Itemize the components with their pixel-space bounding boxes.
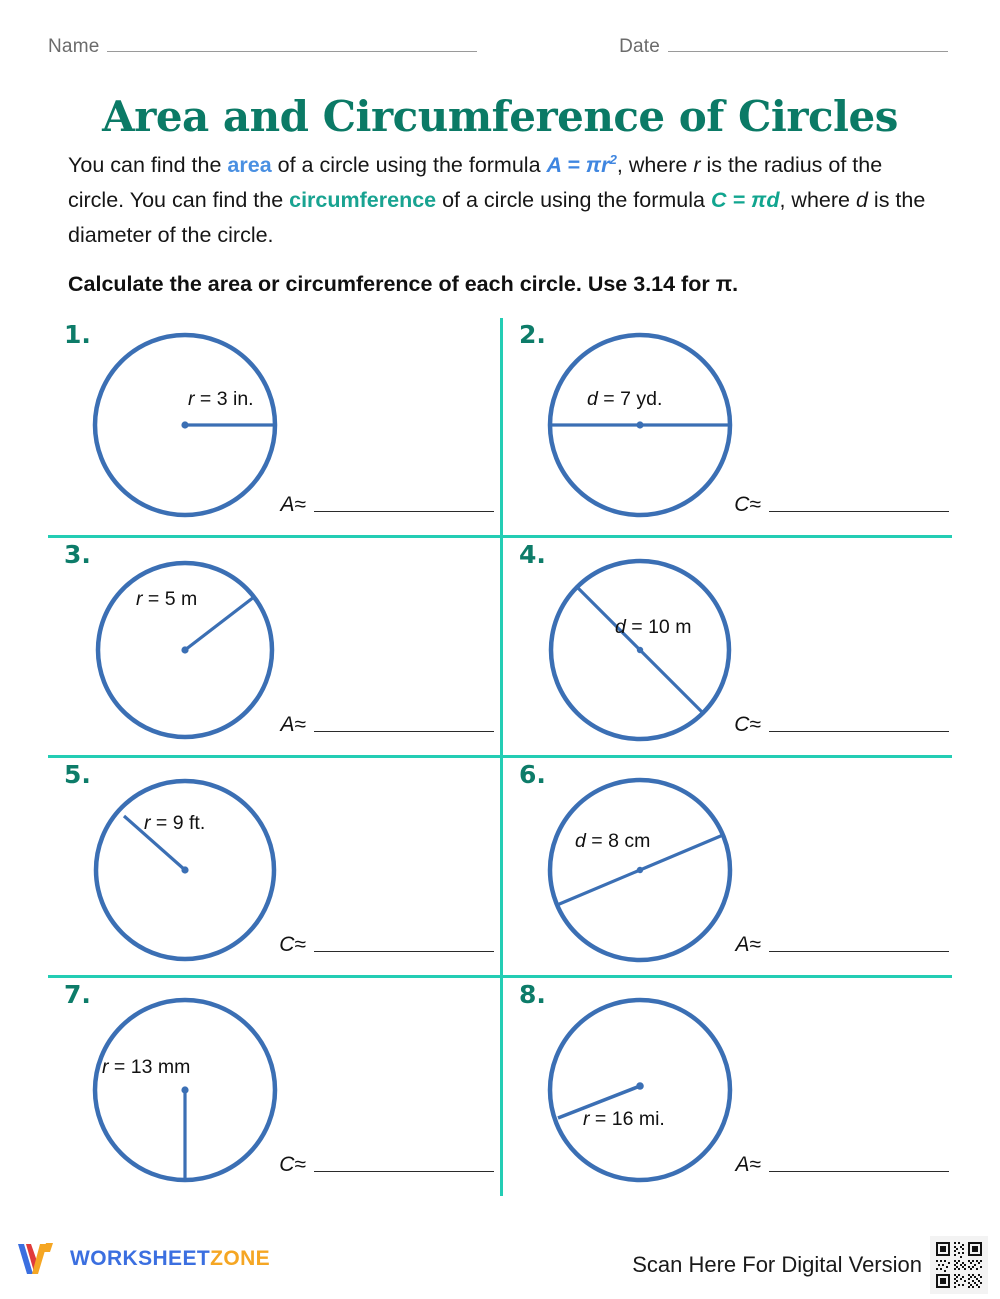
dimension-value-7: = 13 mm	[108, 1056, 191, 1078]
answer-letter-7: C	[279, 1153, 295, 1176]
dimension-variable-5: r	[144, 812, 151, 834]
problem-cell-7	[48, 978, 500, 1197]
intro-text-1: You can find the	[68, 153, 228, 177]
formula-area-r: r	[601, 153, 610, 177]
problem-cell-5	[48, 758, 500, 977]
intro-text-5: of a circle using the formula	[436, 188, 711, 212]
circle-figure-5	[82, 758, 312, 977]
qr-code-icon[interactable]	[930, 1236, 988, 1294]
dimension-value-6: = 8 cm	[585, 830, 651, 852]
formula-circ-pi: π	[751, 188, 767, 212]
dimension-value-8: = 16 mi.	[589, 1108, 665, 1130]
logo-w-icon	[16, 1242, 58, 1276]
answer-approx-3: ≈	[294, 713, 306, 736]
problem-number-8: 8.	[519, 980, 546, 1009]
answer-area-7	[279, 1154, 494, 1175]
dimension-label-8	[583, 1108, 665, 1131]
name-label: Name	[48, 36, 100, 57]
answer-symbol-3	[280, 714, 306, 735]
circle-outline-8	[550, 1000, 730, 1180]
center-dot-3	[181, 646, 188, 653]
answer-approx-4: ≈	[749, 713, 761, 736]
formula-area-exponent: 2	[609, 151, 617, 167]
dimension-label-7	[102, 1056, 190, 1079]
answer-letter-5: C	[279, 933, 295, 956]
date-write-line[interactable]	[668, 50, 948, 52]
answer-area-8	[735, 1154, 949, 1175]
answer-symbol-1	[280, 494, 306, 515]
dimension-variable-8: r	[583, 1108, 590, 1130]
problem-cell-2	[503, 318, 955, 537]
circle-figure-1	[82, 318, 312, 537]
dimension-variable-2: d	[587, 388, 598, 410]
answer-letter-4: C	[734, 713, 750, 736]
problem-cell-8	[503, 978, 955, 1197]
intro-text-6: , where	[779, 188, 856, 212]
dimension-label-1	[188, 388, 254, 411]
answer-symbol-2	[734, 494, 761, 515]
answer-letter-2: C	[734, 493, 750, 516]
dimension-label-3	[136, 588, 197, 611]
problem-grid	[48, 318, 952, 1196]
answer-line-5[interactable]	[314, 950, 494, 952]
answer-line-2[interactable]	[769, 510, 949, 512]
circle-figure-6	[537, 758, 767, 977]
variable-d: d	[855, 188, 868, 212]
answer-line-1[interactable]	[314, 510, 494, 512]
logo-word-worksheet: WORKSHEET	[70, 1247, 211, 1270]
dimension-variable-7: r	[102, 1056, 109, 1078]
formula-circ-C: C	[710, 188, 727, 212]
intro-paragraph	[68, 148, 934, 253]
answer-symbol-7	[279, 1154, 306, 1175]
dimension-variable-3: r	[136, 588, 143, 610]
dimension-value-4: = 10 m	[625, 616, 692, 638]
name-write-line[interactable]	[107, 50, 477, 52]
formula-area-equals: =	[561, 153, 586, 177]
center-dot-5	[181, 866, 188, 873]
variable-r: r	[693, 153, 701, 177]
answer-line-7[interactable]	[314, 1170, 494, 1172]
intro-text-3: , where	[616, 153, 694, 177]
answer-area-5	[279, 934, 494, 955]
answer-area-3	[280, 714, 494, 735]
page-footer	[0, 1218, 1000, 1294]
page-title: Area and Circumference of Circles	[102, 92, 898, 141]
problem-number-2: 2.	[519, 320, 546, 349]
answer-approx-7: ≈	[294, 1153, 306, 1176]
directions-text: Calculate the area or circumference of each circle. Use 3.14 for π.	[68, 272, 739, 296]
circle-figure-2	[537, 318, 767, 537]
center-dot-2	[636, 421, 643, 428]
dimension-value-1: = 3 in.	[194, 388, 254, 410]
center-dot-1	[181, 421, 188, 428]
logo-word-zone: ZONE	[210, 1247, 271, 1270]
answer-symbol-6	[735, 934, 761, 955]
answer-line-3[interactable]	[314, 730, 494, 732]
answer-approx-8: ≈	[749, 1153, 761, 1176]
problem-cell-6	[503, 758, 955, 977]
center-dot-4	[637, 647, 643, 653]
problem-number-6: 6.	[519, 760, 546, 789]
intro-text-2: of a circle using the formula	[271, 153, 547, 177]
dimension-label-5	[144, 812, 205, 835]
dimension-value-2: = 7 yd.	[597, 388, 663, 410]
circle-figure-4	[537, 538, 767, 757]
dimension-variable-6: d	[575, 830, 586, 852]
circle-figure-3	[82, 538, 312, 757]
center-dot-7	[181, 1086, 188, 1093]
formula-area-A: A	[546, 153, 562, 177]
problem-number-5: 5.	[64, 760, 91, 789]
problem-number-7: 7.	[64, 980, 91, 1009]
answer-approx-6: ≈	[749, 933, 761, 956]
answer-letter-8: A	[735, 1153, 750, 1176]
answer-line-6[interactable]	[769, 950, 949, 952]
center-dot-8	[636, 1082, 644, 1090]
circle-figure-7	[82, 978, 312, 1197]
answer-line-4[interactable]	[769, 730, 949, 732]
name-date-row	[48, 36, 952, 58]
intro-text-4: is the radius of the circle. You can find the	[68, 153, 883, 212]
answer-symbol-4	[734, 714, 761, 735]
answer-line-8[interactable]	[769, 1170, 949, 1172]
answer-approx-5: ≈	[294, 933, 306, 956]
dimension-value-3: = 5 m	[142, 588, 198, 610]
formula-circ-d: d	[766, 188, 780, 212]
formula-area-pi: π	[585, 153, 602, 177]
dimension-variable-4: d	[615, 616, 626, 638]
problem-cell-3	[48, 538, 500, 757]
answer-letter-6: A	[735, 933, 750, 956]
answer-approx-1: ≈	[294, 493, 306, 516]
answer-approx-2: ≈	[749, 493, 761, 516]
problem-number-1: 1.	[64, 320, 91, 349]
worksheet-zone-logo[interactable]	[16, 1242, 270, 1276]
answer-symbol-8	[735, 1154, 761, 1175]
answer-area-4	[734, 714, 949, 735]
problem-cell-4	[503, 538, 955, 757]
formula-area	[547, 153, 617, 177]
keyword-area: area	[227, 153, 272, 177]
answer-area-1	[280, 494, 494, 515]
center-dot-6	[637, 867, 643, 873]
answer-area-6	[735, 934, 949, 955]
problem-number-4: 4.	[519, 540, 546, 569]
problem-number-3: 3.	[64, 540, 91, 569]
keyword-circumference: circumference	[289, 188, 437, 212]
problem-cell-1	[48, 318, 500, 537]
logo-text	[70, 1247, 270, 1271]
formula-circumference	[711, 188, 780, 212]
dimension-label-2	[587, 388, 662, 411]
date-label: Date	[619, 36, 660, 57]
answer-letter-3: A	[280, 713, 295, 736]
answer-area-2	[734, 494, 949, 515]
intro-text-7: is the diameter of the circle.	[68, 188, 926, 247]
dimension-label-6	[575, 830, 650, 853]
answer-letter-1: A	[280, 493, 295, 516]
dimension-variable-1: r	[188, 388, 195, 410]
formula-circ-equals: =	[726, 188, 752, 212]
dimension-value-5: = 9 ft.	[150, 812, 206, 834]
circle-figure-8	[537, 978, 767, 1197]
dimension-label-4	[615, 616, 691, 639]
answer-symbol-5	[279, 934, 306, 955]
scan-instruction-text: Scan Here For Digital Version	[632, 1252, 922, 1277]
